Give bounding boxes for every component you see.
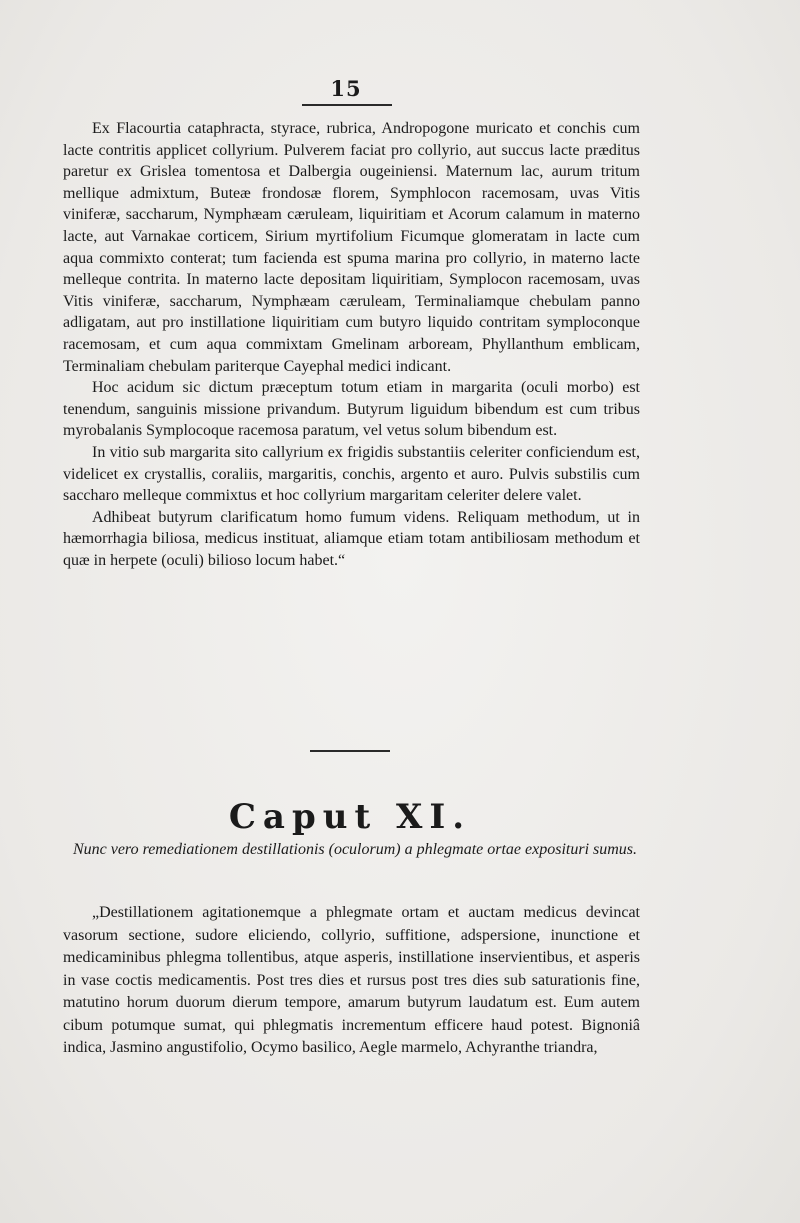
paragraph: Ex Flacourtia cataphracta, styrace, rubrica, Andropogone muricato et conchis cum lacte contritis applicet collyrium. Pulverem faciat pro collyrio, aut succus lacte præditus paretur ex Grislea tomentosa et Dalbergia ougeiniensi. Maternum lac, aurum tritum mellique admixtum, Buteæ frondosæ florem, Symphlocon racemosam, uvas Vitis viniferæ, saccharum, Nymphæam cæruleam, liquiritiam et Acorum calamum in materno lacte, aut Varnakae corticem, Sirium myrtifolium Ficumque glomeratam in lacte cum aqua commixto conterat; tum facienda est spuma marina pro collyrio, in materno lacte melleque contrita. In materno lacte depositam liquiritiam, Symplocon racemosam, uvas Vitis viniferæ, saccharum, Nymphæam cæruleam, Terminaliamque chebulam panno adligatam, aut pro instillatione liquiritiam cum butyro liquido contritam symploconque racemosam, et cum aqua commixtam Gmelinam arboream, Phyllanthum emblicam, Terminaliam chebulam pariterque Cayephal medici indicant. (63, 120, 640, 375)
paragraph: Hoc acidum sic dictum præceptum totum etiam in margarita (oculi morbo) est tenendum, sanguinis missione privandum. Butyrum liguidum bibendum est cum tribus myrobalanis Symplocoque racemosa paratum, vel vetus solum bibendum est. (63, 379, 640, 440)
header-rule (302, 104, 392, 106)
body-text-top (63, 118, 640, 571)
paragraph: In vitio sub margarita sito callyrium ex frigidis substantiis celeriter conficiendum est, videlicet ex crystallis, coraliis, margaritis, conchis, argento et auro. Pulvis substilis cum saccharo melleque commixtus et hoc collyrium margaritam celeriter delere valet. (63, 443, 640, 505)
body-text-bottom (63, 902, 640, 1060)
paragraph: „Destillationem agitationemque a phlegmate ortam et auctam medicus devincat vasorum sectione, sudore eliciendo, collyrio, suffitione, adspersione, inunctione et medicaminibus phlegma tollentibus, atque asperis, instillatione inservientibus, et asperis in vase coctis medicamentis. Post tres dies et rursus post tres dies sub saturationis fine, matutino horum duorum dierum tempore, amarum butyrum laudatum est. Eum autem cibum potumque sumat, qui phlegmatis incrementum efficere haud potest. Bignoniâ indica, Jasmino angustifolio, Ocymo basilico, Aegle marmelo, Achyranthe triandra, (63, 904, 640, 1056)
page-number: 15 (330, 76, 362, 101)
chapter-subtitle: Nunc vero remediationem destillationis (oculorum) a phlegmate ortae exposituri sumus. (72, 841, 638, 858)
section-divider (310, 750, 390, 752)
chapter-title: Caput XI. (228, 797, 472, 837)
paragraph: Adhibeat butyrum clarificatum homo fumum videns. Reliquam methodum, ut in hæmorrhagia biliosa, medicus instituat, aliamque etiam totam antibiliosam methodum et quæ in herpete (oculi) bilioso locum habet.“ (63, 508, 640, 569)
